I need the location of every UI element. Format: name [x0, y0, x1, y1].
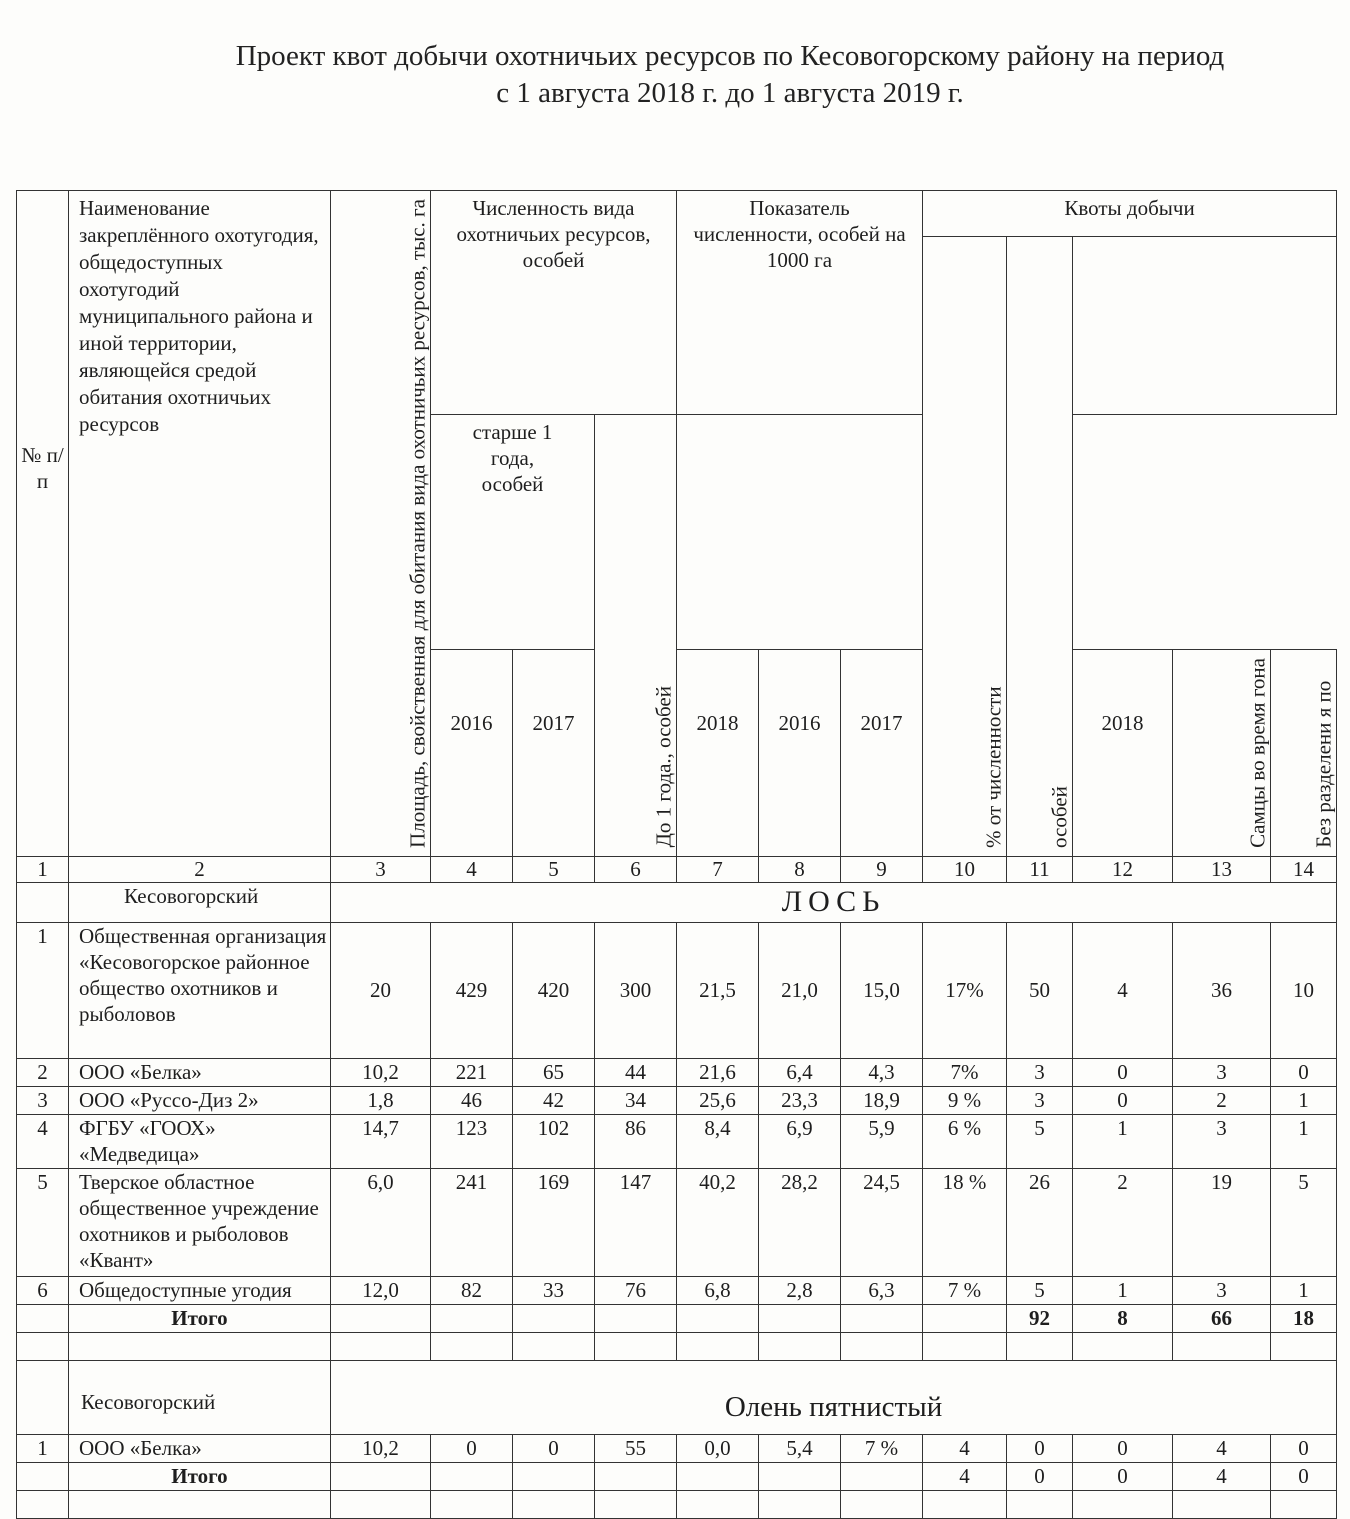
- cell-young: 10: [1271, 922, 1337, 1058]
- cell-pct: 7%: [923, 1058, 1007, 1086]
- cell-index-2018: 18,9: [841, 1086, 923, 1114]
- cell-c5: 0: [513, 1434, 595, 1462]
- cell-pop-2016: 82: [431, 1276, 513, 1304]
- cell-index-2016: 25,6: [677, 1086, 759, 1114]
- cell-pct: 18 %: [923, 1168, 1007, 1276]
- cell-index-2018: 6,3: [841, 1276, 923, 1304]
- cell-young: 1: [1271, 1086, 1337, 1114]
- cell-c11: 0: [1007, 1434, 1073, 1462]
- document-title: [150, 38, 1310, 112]
- cell-c13: 4: [1173, 1434, 1271, 1462]
- cell-c10: 4: [923, 1434, 1007, 1462]
- cell-pop-2018: 76: [595, 1276, 677, 1304]
- cell-males: 1: [1073, 1276, 1173, 1304]
- colnum: 1: [17, 856, 69, 882]
- row-name: ФГБУ «ГООХ» «Медведица»: [69, 1114, 331, 1168]
- cell-nodiv: 3: [1173, 1114, 1271, 1168]
- colnum: 9: [841, 856, 923, 882]
- cell-young: 1: [1271, 1114, 1337, 1168]
- cell-area: 6,0: [331, 1168, 431, 1276]
- row-number: 5: [17, 1168, 69, 1276]
- colnum: 11: [1007, 856, 1073, 882]
- row-name: ООО «Белка»: [69, 1058, 331, 1086]
- cell-area: 20: [331, 922, 431, 1058]
- header-young: До 1 года., особей: [595, 414, 677, 856]
- cell-nodiv: 3: [1173, 1276, 1271, 1304]
- row-number: 2: [17, 1058, 69, 1086]
- title-line-1: Проект квот добычи охотничьих ресурсов по Кесовогорскому району на период: [235, 40, 1225, 72]
- total-nodiv: 66: [1173, 1304, 1271, 1332]
- cell-nodiv: 3: [1173, 1058, 1271, 1086]
- cell-pct: 6 %: [923, 1114, 1007, 1168]
- cell-quota: 26: [1007, 1168, 1073, 1276]
- row-number: 4: [17, 1114, 69, 1168]
- section-2-species: Олень пятнистый: [331, 1360, 1337, 1434]
- cell-area: 10,2: [331, 1058, 431, 1086]
- colnum: 2: [69, 856, 331, 882]
- cell-index-2017: 6,9: [759, 1114, 841, 1168]
- cell-pop-2016: 241: [431, 1168, 513, 1276]
- colnum: 3: [331, 856, 431, 882]
- cell-index-2017: 2,8: [759, 1276, 841, 1304]
- table-row: [17, 922, 1337, 1058]
- header-quota-blank: [1073, 237, 1337, 415]
- cell-index-2017: 6,4: [759, 1058, 841, 1086]
- section-1-header: [17, 882, 1337, 922]
- colnum: 6: [595, 856, 677, 882]
- cell-males: 2: [1073, 1168, 1173, 1276]
- colnum: 14: [1271, 856, 1337, 882]
- total-c13: 4: [1173, 1462, 1271, 1490]
- total-c12: 0: [1073, 1462, 1173, 1490]
- row-number: 1: [17, 922, 69, 1058]
- row-number: 1: [17, 1434, 69, 1462]
- row-name: Тверское областное общественное учреждение охотников и рыболовов «Квант»: [69, 1168, 331, 1276]
- cell-area: 14,7: [331, 1114, 431, 1168]
- section-2-district: Кесовогорский: [69, 1360, 331, 1434]
- cell-pop-2016: 429: [431, 922, 513, 1058]
- quota-table: [16, 190, 1337, 1519]
- table-row: [17, 1114, 1337, 1168]
- cell-c12: 0: [1073, 1434, 1173, 1462]
- row-number: 6: [17, 1276, 69, 1304]
- row-number: 3: [17, 1086, 69, 1114]
- header-area: Площадь, свойственная для обитания вида охотничьих ресурсов, тыс. га: [331, 191, 431, 857]
- cell-quota: 3: [1007, 1058, 1073, 1086]
- cell-pct: 7 %: [923, 1276, 1007, 1304]
- cell-nodiv: 2: [1173, 1086, 1271, 1114]
- cell-index-2016: 8,4: [677, 1114, 759, 1168]
- cell-pop-2018: 300: [595, 922, 677, 1058]
- total-row: [17, 1304, 1337, 1332]
- cell-index-2016: 21,5: [677, 922, 759, 1058]
- cell-area: 12,0: [331, 1276, 431, 1304]
- header-year-2016a: 2016: [431, 650, 513, 857]
- total-young: 18: [1271, 1304, 1337, 1332]
- section-1-species: ЛОСЬ: [331, 882, 1337, 922]
- cell-c14: 0: [1271, 1434, 1337, 1462]
- total-quota: 92: [1007, 1304, 1073, 1332]
- cell-young: 0: [1271, 1058, 1337, 1086]
- colnum: 7: [677, 856, 759, 882]
- cell-nodiv: 36: [1173, 922, 1271, 1058]
- header-year-2017a: 2017: [513, 650, 595, 857]
- colnum: 10: [923, 856, 1007, 882]
- header-year-2018a: 2018: [677, 650, 759, 857]
- table-row: [17, 1086, 1337, 1114]
- header-pct: % от численности: [923, 237, 1007, 857]
- colnum: 8: [759, 856, 841, 882]
- colnum: 13: [1173, 856, 1271, 882]
- cell-c6: 55: [595, 1434, 677, 1462]
- cell-quota: 50: [1007, 922, 1073, 1058]
- cell-pop-2018: 147: [595, 1168, 677, 1276]
- cell-pop-2016: 123: [431, 1114, 513, 1168]
- header-older: старше 1 года, особей: [431, 414, 595, 650]
- cell-quota: 5: [1007, 1114, 1073, 1168]
- total-c11: 0: [1007, 1462, 1073, 1490]
- cell-pop-2017: 42: [513, 1086, 595, 1114]
- cell-pop-2017: 33: [513, 1276, 595, 1304]
- row-name: ООО «Руссо-Диз 2»: [69, 1086, 331, 1114]
- colnum: 4: [431, 856, 513, 882]
- cell-index-2017: 21,0: [759, 922, 841, 1058]
- cell-quota: 3: [1007, 1086, 1073, 1114]
- cell-index-2016: 21,6: [677, 1058, 759, 1086]
- spacer-row: [17, 1490, 1337, 1518]
- cell-nodiv: 19: [1173, 1168, 1271, 1276]
- cell-males: 0: [1073, 1086, 1173, 1114]
- header-name: Наименование закреплённого охотугодия, общедоступных охотугодий муниципального района и иной территории, являющейся средой обитания охотничьих ресурсов: [69, 191, 331, 857]
- cell-pop-2017: 420: [513, 922, 595, 1058]
- header-num: № п/ п: [17, 191, 69, 857]
- cell-pop-2017: 169: [513, 1168, 595, 1276]
- cell-index-2016: 40,2: [677, 1168, 759, 1276]
- table-row: [17, 1058, 1337, 1086]
- title-line-2: с 1 августа 2018 г. до 1 августа 2019 г.: [496, 77, 964, 109]
- section-1-district: Кесовогорский: [69, 882, 331, 922]
- cell-c7: 0,0: [677, 1434, 759, 1462]
- cell-males: 1: [1073, 1114, 1173, 1168]
- table-row: [17, 1434, 1337, 1462]
- cell-index-2018: 15,0: [841, 922, 923, 1058]
- cell-c4: 0: [431, 1434, 513, 1462]
- cell-index-2018: 5,9: [841, 1114, 923, 1168]
- cell-pop-2017: 102: [513, 1114, 595, 1168]
- section-2-header: [17, 1360, 1337, 1434]
- header-year-2016b: 2016: [759, 650, 841, 857]
- cell-males: 0: [1073, 1058, 1173, 1086]
- spacer-row: [17, 1332, 1337, 1360]
- cell-pop-2018: 86: [595, 1114, 677, 1168]
- total-males: 8: [1073, 1304, 1173, 1332]
- total-c14: 0: [1271, 1462, 1337, 1490]
- header-quotas: Квоты добычи: [923, 191, 1337, 237]
- header-population: Численность вида охотничьих ресурсов, особей: [431, 191, 677, 415]
- colnum: 12: [1073, 856, 1173, 882]
- total-label: Итого: [69, 1462, 331, 1490]
- cell-c3: 10,2: [331, 1434, 431, 1462]
- cell-index-2017: 28,2: [759, 1168, 841, 1276]
- header-index: Показатель численности, особей на 1000 га: [677, 191, 923, 415]
- header-persons: особей: [1007, 237, 1073, 857]
- cell-index-2018: 4,3: [841, 1058, 923, 1086]
- cell-index-2016: 6,8: [677, 1276, 759, 1304]
- cell-pop-2017: 65: [513, 1058, 595, 1086]
- cell-pop-2016: 221: [431, 1058, 513, 1086]
- cell-index-2018: 24,5: [841, 1168, 923, 1276]
- header-year-2017b: 2017: [841, 650, 923, 857]
- total-label: Итого: [69, 1304, 331, 1332]
- row-name: Общественная организация «Кесовогорское районное общество охотников и рыболовов: [69, 922, 331, 1058]
- total-row: [17, 1462, 1337, 1490]
- row-name: Общедоступные угодия: [69, 1276, 331, 1304]
- cell-males: 4: [1073, 922, 1173, 1058]
- cell-pct: 17%: [923, 922, 1007, 1058]
- header-males: Самцы во время гона: [1173, 650, 1271, 857]
- cell-quota: 5: [1007, 1276, 1073, 1304]
- cell-c8: 5,4: [759, 1434, 841, 1462]
- colnum: 5: [513, 856, 595, 882]
- cell-area: 1,8: [331, 1086, 431, 1114]
- total-c10: 4: [923, 1462, 1007, 1490]
- table-row: [17, 1276, 1337, 1304]
- cell-index-2017: 23,3: [759, 1086, 841, 1114]
- column-numbers-row: [17, 856, 1337, 882]
- cell-young: 1: [1271, 1276, 1337, 1304]
- cell-pct: 9 %: [923, 1086, 1007, 1114]
- cell-pop-2016: 46: [431, 1086, 513, 1114]
- cell-pop-2018: 44: [595, 1058, 677, 1086]
- header-year-2018b: 2018: [1073, 650, 1173, 857]
- cell-c9: 7 %: [841, 1434, 923, 1462]
- cell-pop-2018: 34: [595, 1086, 677, 1114]
- header-nodiv: Без разделени я по: [1271, 650, 1337, 857]
- cell-young: 5: [1271, 1168, 1337, 1276]
- table-row: [17, 1168, 1337, 1276]
- row-name: ООО «Белка»: [69, 1434, 331, 1462]
